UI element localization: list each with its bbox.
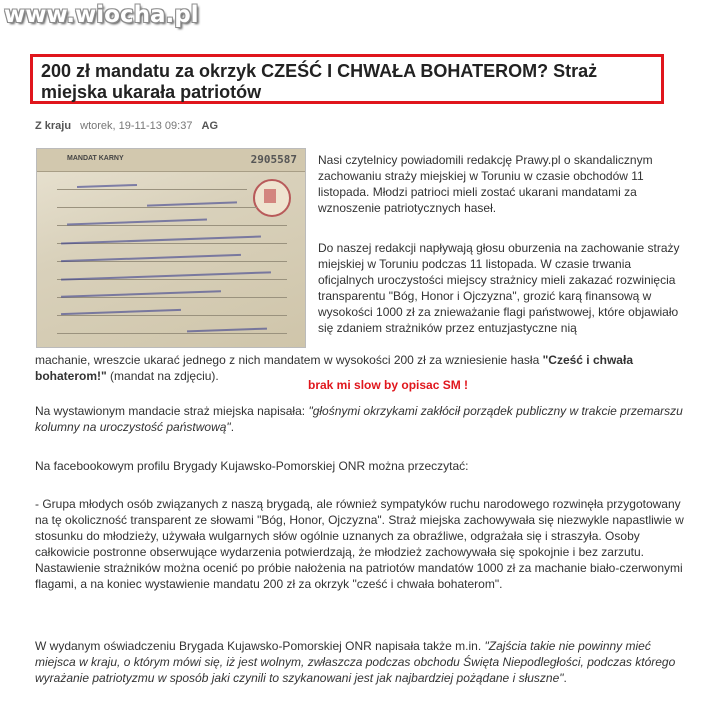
paragraph-4: Na facebookowym profilu Brygady Kujawsko-Pomorskiej ONR można przeczytać: bbox=[35, 459, 469, 473]
author-initials: AG bbox=[201, 120, 219, 132]
ticket-serial: 2905587 bbox=[250, 153, 297, 166]
publish-date: wtorek, 19-11-13 09:37 bbox=[80, 120, 193, 132]
handwriting-stroke bbox=[147, 201, 237, 206]
paragraph-2b-tail: (mandat na zdjęciu). bbox=[106, 369, 219, 383]
ticket-photo[interactable] bbox=[36, 148, 306, 348]
form-line bbox=[57, 225, 287, 226]
form-line bbox=[57, 261, 287, 262]
paragraph-3-text: Na wystawionym mandacie straż miejska napisała: bbox=[35, 404, 309, 418]
form-line bbox=[57, 333, 287, 334]
form-line bbox=[57, 207, 257, 208]
paragraph-2b-text: machanie, wreszcie ukarać jednego z nich mandatem w wysokości 200 zł za wzniesienie hasła bbox=[35, 353, 543, 367]
article-headline[interactable]: 200 zł mandatu za okrzyk CZEŚĆ I CHWAŁA BOHATEROM? Straż miejska ukarała patriotów bbox=[41, 61, 598, 102]
watermark-logo: www.wiocha.pl bbox=[4, 2, 199, 28]
category-link[interactable]: Z kraju bbox=[35, 120, 72, 132]
paragraph-2b-quote: "Cześć i chwała bohaterom!" bbox=[35, 353, 633, 383]
emblem-icon bbox=[253, 179, 291, 217]
paragraph-6-quote: "Zajścia takie nie powinny mieć miejsca w kraju, o którym mówi się, iż jest wolnym, zwłaszcza podczas obchodu Święta Niepodległości, podczas którego wyrażanie patriotyzmu w sposób jaki czynili to szykanowani jest jak najbardziej pożądane i słuszne" bbox=[35, 639, 676, 685]
paragraph-6-tail: . bbox=[563, 671, 567, 685]
ticket-title: MANDAT KARNY bbox=[67, 155, 124, 162]
handwriting-stroke bbox=[77, 184, 137, 188]
article-meta bbox=[35, 120, 218, 132]
paragraph-2a: Do naszej redakcji napływają głosu oburzenia na zachowanie straży miejskiej w Toruniu podczas 11 listopada. W czasie trwania oficjalnych uroczystości miejscy strażnicy mieli zakazać rozwinięcia transparentu "Bóg, Honor i Ojczyzna", grozić karą finansową w wysokości 1000 zł za znieważanie flagi państwowej, które objawiało się zdaniem strażników przez entuzjastyczne nią bbox=[318, 241, 680, 335]
handwriting-stroke bbox=[187, 328, 267, 333]
paragraph-3-tail: . bbox=[230, 420, 235, 434]
handwritten-comment: brak mi slow by opisac SM ! bbox=[308, 378, 469, 392]
form-line bbox=[57, 315, 287, 316]
paragraph-3 bbox=[35, 403, 685, 435]
form-line bbox=[57, 189, 247, 190]
paragraph-3-quote: "głośnymi okrzykami zakłócił porządek publiczny w trakcie przemarszu kolumny na uroczystość państwową" bbox=[35, 404, 683, 434]
paragraph-1: Nasi czytelnicy powiadomili redakcję Prawy.pl o skandalicznym zachowaniu straży miejskiej w Toruniu w czasie obchodów 11 listopada. Młodzi patrioci mieli zostać ukarani mandatami za wznoszenie patriotycznych haseł. bbox=[318, 153, 653, 215]
paragraph-5: - Grupa młodych osób związanych z naszą brygadą, ale również sympatyków ruchu narodowego rozwinęła przygotowany na tę okoliczność transparent ze słowami "Bóg, Honor, Ojczyzna". Straż miejska zachowywała się niezwykle napastliwie w stosunku do młodzieży, używała wulgarnych słów ogólnie uznanych za obraźliwe, odgrażała się i straszyła. Osoby całkowicie postronne obserwujące wydarzenia potwierdzają, że młodzież zachowywała się spokojnie i bez zarzutu. Nastawienie strażników można ocenić po próbie nałożenia na patriotów mandatów 1000 zł za machanie biało-czerwonymi flagami, a na koniec wystawienie mandatu 200 zł za okrzyk "cześć i chwała bohaterom". bbox=[35, 497, 684, 591]
headline-frame bbox=[30, 54, 664, 104]
form-line bbox=[57, 297, 287, 298]
paragraph-6-text: W wydanym oświadczeniu Brygada Kujawsko-Pomorskiej ONR napisała także m.in. bbox=[35, 639, 485, 653]
paragraph-6 bbox=[35, 638, 685, 686]
